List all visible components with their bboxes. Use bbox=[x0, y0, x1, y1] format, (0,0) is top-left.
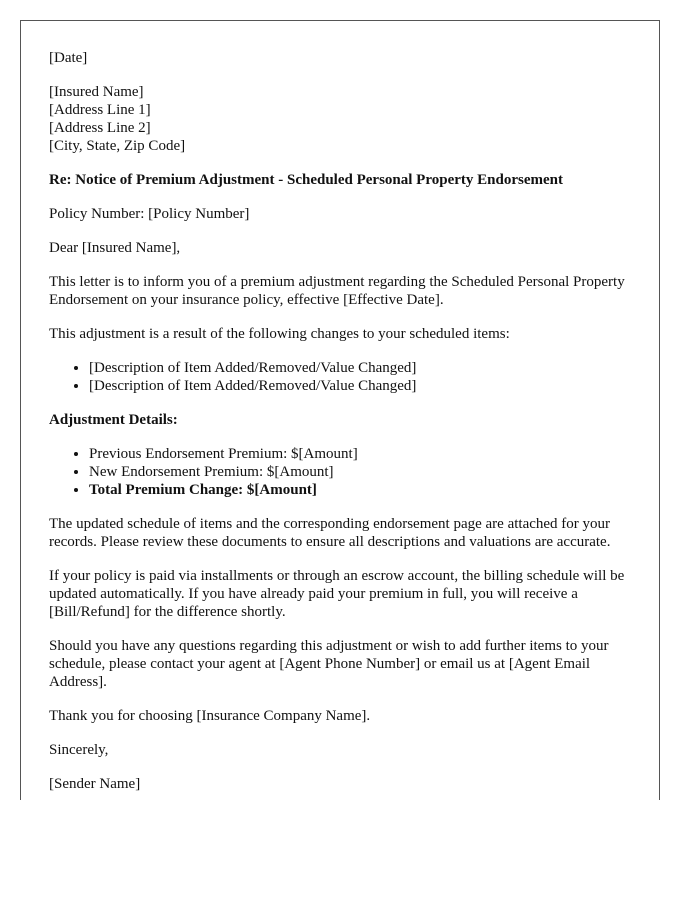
recipient-address-block bbox=[49, 83, 631, 155]
closing-line: Sincerely, bbox=[49, 742, 109, 758]
changes-list bbox=[49, 359, 631, 395]
sender-name: [Sender Name] bbox=[49, 776, 141, 792]
questions-paragraph: Should you have any questions regarding this adjustment or wish to add further items to your schedule, please contact your agent at [Agent Phone Number] or email us at [Agent Email Address]. bbox=[49, 638, 609, 690]
letter-date: [Date] bbox=[49, 50, 88, 66]
intro-paragraph: This letter is to inform you of a premium adjustment regarding the Scheduled Personal Property Endorsement on your insurance policy, effective [Effective Date]. bbox=[49, 274, 625, 308]
previous-premium-item: • Previous Endorsement Premium: $[Amount] bbox=[89, 445, 631, 463]
adjustment-details-list bbox=[49, 445, 631, 499]
letter-greeting: Dear [Insured Name], bbox=[49, 240, 181, 256]
total-premium-change-item: • Total Premium Change: $[Amount] bbox=[89, 481, 631, 499]
list-item: • [Description of Item Added/Removed/Value Changed] bbox=[89, 377, 631, 395]
letter-subject: Re: Notice of Premium Adjustment - Scheduled Personal Property Endorsement bbox=[49, 172, 563, 188]
schedule-paragraph: The updated schedule of items and the corresponding endorsement page are attached for your records. Please review these documents to ensure all descriptions and valuations are accurate. bbox=[49, 516, 611, 550]
recipient-city-state-zip: [City, State, Zip Code] bbox=[49, 138, 186, 154]
changes-intro: This adjustment is a result of the following changes to your scheduled items: bbox=[49, 326, 510, 342]
letter-body bbox=[49, 49, 631, 800]
adjustment-details-heading: Adjustment Details: bbox=[49, 412, 178, 428]
new-premium-item: • New Endorsement Premium: $[Amount] bbox=[89, 463, 631, 481]
policy-number-line: Policy Number: [Policy Number] bbox=[49, 206, 250, 222]
recipient-address-line-2: [Address Line 2] bbox=[49, 120, 151, 136]
thanks-paragraph: Thank you for choosing [Insurance Company Name]. bbox=[49, 708, 371, 724]
letter-page bbox=[20, 20, 660, 800]
recipient-name: [Insured Name] bbox=[49, 84, 144, 100]
recipient-address-line-1: [Address Line 1] bbox=[49, 102, 151, 118]
list-item: • [Description of Item Added/Removed/Value Changed] bbox=[89, 359, 631, 377]
billing-paragraph: If your policy is paid via installments or through an escrow account, the billing schedule will be updated automatically. If you have already paid your premium in full, you will receive a [Bill/Refund] for the difference shortly. bbox=[49, 568, 625, 620]
